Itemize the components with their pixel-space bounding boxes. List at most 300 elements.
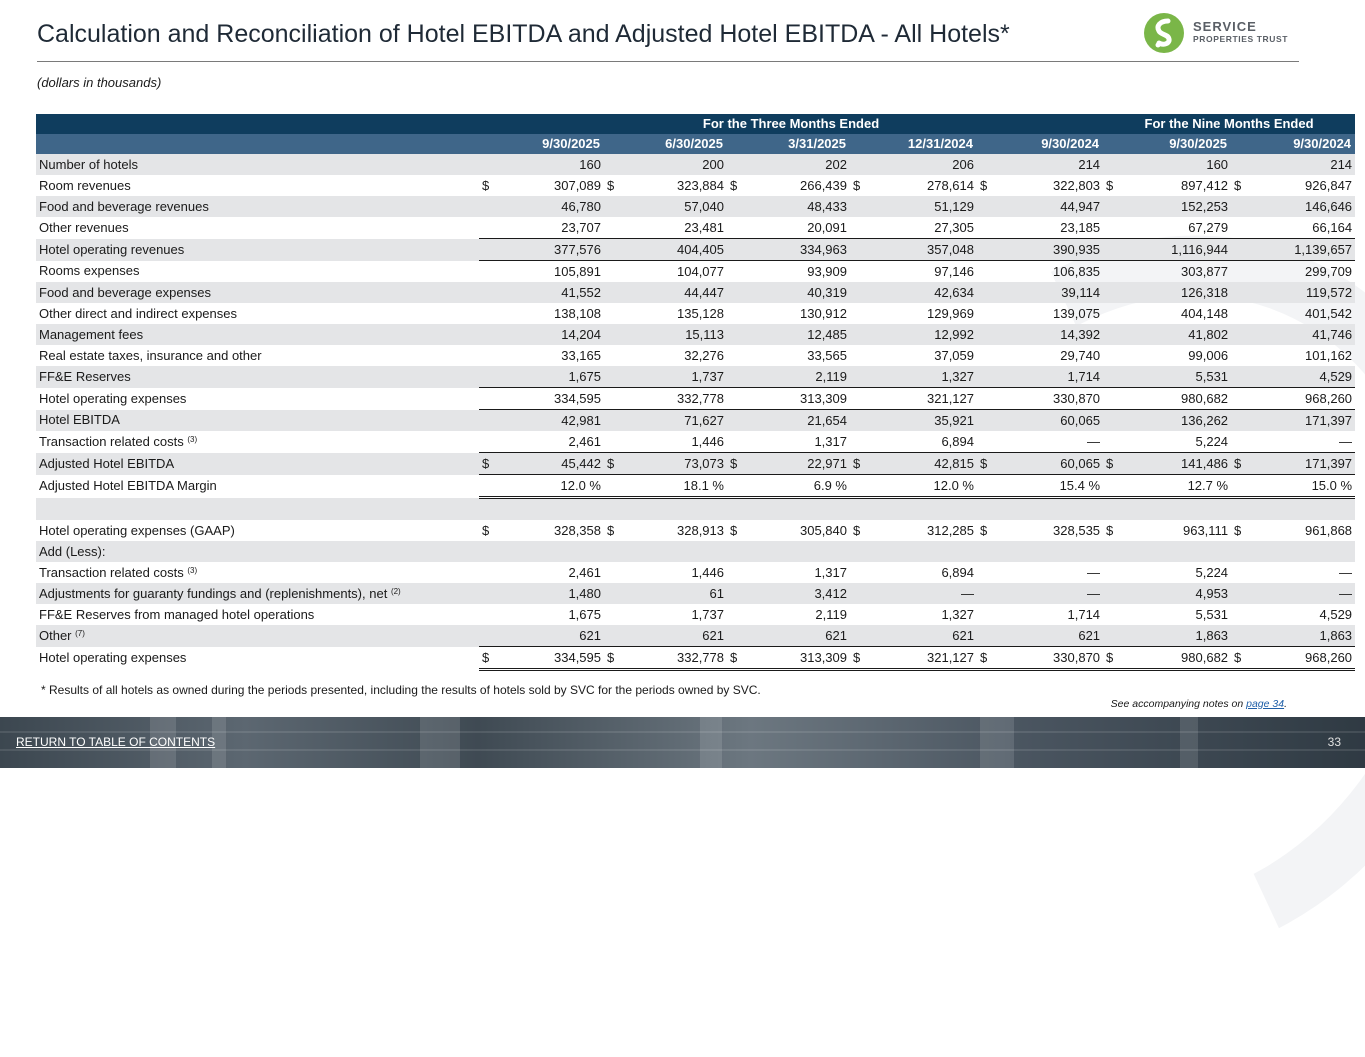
value-cell: 323,884	[677, 177, 724, 193]
currency-symbol	[977, 431, 997, 453]
value-cell: 12.0 %	[870, 475, 977, 498]
value-cell: 12,992	[870, 324, 977, 345]
value-cell: 126,318	[1123, 282, 1231, 303]
value-cell: 138,108	[554, 305, 601, 321]
row-label	[36, 520, 479, 541]
value-cell: 160	[1123, 154, 1231, 175]
currency-symbol	[727, 196, 747, 217]
value-cell: 1,714	[997, 366, 1103, 388]
currency-symbol	[479, 261, 499, 283]
table-row	[36, 345, 1355, 366]
currency-symbol	[1231, 345, 1251, 366]
value-cell: —	[1339, 564, 1353, 580]
row-label-text: Number of hotels	[39, 156, 138, 172]
row-label-text: Hotel EBITDA	[39, 412, 120, 428]
value-cell: 621	[499, 625, 604, 647]
currency-symbol	[727, 217, 747, 239]
table-row	[36, 453, 1355, 475]
currency-symbol	[1103, 562, 1123, 583]
currency-symbol	[1231, 282, 1251, 303]
value-cell: 48,433	[747, 196, 850, 217]
currency-symbol	[1103, 345, 1123, 366]
value-cell: 1,675	[499, 366, 604, 388]
currency-symbol	[1231, 625, 1251, 647]
currency-symbol: $	[604, 453, 624, 475]
value-cell: 12.0 %	[499, 475, 604, 498]
value-cell: 12,485	[747, 324, 850, 345]
value-cell: 390,935	[997, 239, 1103, 261]
currency-symbol	[1103, 324, 1123, 345]
row-label-text: Other	[39, 627, 72, 643]
currency-symbol	[1103, 604, 1123, 625]
value-cell: 160	[499, 154, 604, 175]
currency-symbol: $	[1234, 177, 1242, 193]
nine-months-header: For the Nine Months Ended	[1103, 114, 1355, 134]
currency-symbol: $	[977, 453, 997, 475]
footnote-reference: (3)	[187, 565, 198, 575]
row-label	[36, 217, 479, 239]
currency-symbol	[1231, 154, 1251, 175]
currency-symbol	[850, 154, 870, 175]
currency-symbol	[977, 562, 997, 583]
value-cell: 1,714	[1067, 606, 1101, 622]
value-cell: 104,077	[677, 263, 724, 279]
table-row	[36, 583, 1355, 604]
currency-symbol	[977, 282, 997, 303]
table-row	[36, 498, 1355, 521]
currency-symbol	[727, 604, 747, 625]
value-cell: 968,260	[1251, 647, 1355, 670]
value-cell: 97,146	[934, 263, 974, 279]
currency-symbol	[479, 475, 499, 498]
currency-symbol	[1231, 583, 1251, 604]
value-cell	[997, 541, 1103, 562]
value-cell: 171,397	[1251, 453, 1355, 475]
value-cell: 1,446	[624, 431, 727, 453]
value-cell: 27,305	[870, 217, 977, 239]
row-label	[36, 604, 479, 625]
value-cell: 266,439	[800, 177, 847, 193]
row-label-text: Management fees	[39, 326, 144, 342]
value-cell	[1123, 498, 1231, 521]
footnote-reference: (7)	[75, 628, 85, 638]
value-cell: —	[997, 583, 1103, 604]
value-cell: 1,480	[499, 583, 604, 604]
value-cell: 51,129	[870, 196, 977, 217]
currency-symbol	[1231, 475, 1251, 498]
table-row	[36, 324, 1355, 345]
currency-symbol	[727, 282, 747, 303]
value-cell	[747, 498, 850, 521]
value-cell: 45,442	[499, 453, 604, 475]
ebitda-reconciliation-table	[36, 114, 1355, 671]
currency-symbol	[977, 345, 997, 366]
currency-symbol: $	[1103, 647, 1123, 670]
value-cell	[499, 541, 604, 562]
currency-symbol	[1231, 303, 1251, 324]
currency-symbol	[727, 345, 747, 366]
row-label	[36, 303, 479, 324]
column-header: 6/30/2025	[604, 134, 727, 154]
table-row	[36, 217, 1355, 239]
value-cell: 21,654	[747, 410, 850, 432]
value-cell: 313,309	[747, 388, 850, 410]
title-divider	[37, 61, 1299, 62]
value-cell: 332,778	[624, 388, 727, 410]
value-cell: 322,803	[1053, 177, 1101, 193]
currency-symbol	[977, 217, 997, 239]
value-cell: 14,204	[499, 324, 604, 345]
value-cell: 42,815	[870, 453, 977, 475]
currency-symbol	[479, 324, 499, 345]
currency-symbol	[479, 196, 499, 217]
value-cell: 35,921	[870, 410, 977, 432]
currency-symbol	[727, 562, 747, 583]
currency-symbol	[604, 498, 624, 521]
value-cell: 357,048	[870, 239, 977, 261]
currency-symbol: $	[482, 177, 490, 193]
currency-symbol	[977, 583, 997, 604]
currency-symbol	[727, 583, 747, 604]
currency-symbol	[1103, 431, 1123, 453]
currency-symbol	[850, 366, 870, 388]
table-row	[36, 261, 1355, 283]
value-cell: 2,461	[499, 431, 604, 453]
service-properties-trust-logo-icon	[1143, 12, 1185, 54]
currency-symbol	[604, 282, 624, 303]
value-cell: 334,595	[499, 647, 604, 670]
currency-symbol: $	[853, 522, 861, 538]
currency-symbol	[1103, 217, 1123, 239]
value-cell: 99,006	[1188, 347, 1229, 363]
currency-symbol	[1231, 388, 1251, 410]
value-cell: 42,981	[499, 410, 604, 432]
value-cell	[1251, 498, 1355, 521]
currency-symbol: $	[1231, 453, 1251, 475]
value-cell: 41,802	[1123, 324, 1231, 345]
row-label-text: Transaction related costs	[39, 433, 184, 449]
value-cell: 621	[747, 625, 850, 647]
currency-symbol	[479, 282, 499, 303]
currency-symbol	[604, 303, 624, 324]
value-cell	[624, 498, 727, 521]
row-label-text: Other direct and indirect expenses	[39, 305, 237, 321]
row-label	[36, 562, 479, 583]
value-cell: 20,091	[747, 217, 850, 239]
page-title: Calculation and Reconciliation of Hotel EBITDA and Adjusted Hotel EBITDA - All Hotels*	[37, 20, 1010, 48]
value-cell: —	[1251, 583, 1355, 604]
value-cell: 330,870	[997, 647, 1103, 670]
column-header: 9/30/2024	[977, 134, 1103, 154]
value-cell: 39,114	[997, 282, 1103, 303]
value-cell: 299,709	[1305, 263, 1353, 279]
currency-symbol: $	[1103, 453, 1123, 475]
value-cell: 37,059	[934, 347, 974, 363]
row-label	[36, 541, 479, 562]
value-cell: 40,319	[747, 282, 850, 303]
currency-symbol: $	[730, 177, 738, 193]
value-cell: 1,863	[1251, 625, 1355, 647]
currency-symbol	[1231, 498, 1251, 521]
column-header: 9/30/2025	[479, 134, 604, 154]
value-cell: 66,164	[1251, 217, 1355, 239]
value-cell: 307,089	[554, 177, 601, 193]
currency-symbol	[850, 217, 870, 239]
value-cell: 2,119	[815, 606, 847, 622]
currency-symbol: $	[1231, 647, 1251, 670]
table-period-header	[36, 114, 1355, 134]
value-cell	[1251, 541, 1355, 562]
value-cell: 6,894	[870, 431, 977, 453]
currency-symbol	[604, 562, 624, 583]
footnote-reference: (3)	[187, 434, 198, 444]
currency-symbol	[604, 388, 624, 410]
value-cell: 6.9 %	[747, 475, 850, 498]
currency-symbol	[850, 239, 870, 261]
see-notes-suffix: .	[1284, 698, 1287, 710]
value-cell: 42,634	[870, 282, 977, 303]
currency-symbol	[604, 324, 624, 345]
table-row	[36, 604, 1355, 625]
currency-symbol	[1231, 366, 1251, 388]
value-cell: 1,737	[691, 606, 724, 622]
value-cell	[997, 498, 1103, 521]
currency-symbol: $	[607, 177, 615, 193]
table-row	[36, 562, 1355, 583]
currency-symbol: $	[482, 522, 490, 538]
currency-symbol	[1103, 303, 1123, 324]
value-cell: 15,113	[624, 324, 727, 345]
value-cell: 171,397	[1251, 410, 1355, 432]
table-row	[36, 431, 1355, 453]
currency-symbol	[1231, 324, 1251, 345]
currency-symbol	[479, 604, 499, 625]
row-label	[36, 154, 479, 175]
currency-symbol	[977, 324, 997, 345]
currency-symbol	[604, 217, 624, 239]
currency-symbol	[1103, 583, 1123, 604]
currency-symbol: $	[853, 177, 861, 193]
currency-symbol	[604, 154, 624, 175]
column-header: 9/30/2024	[1231, 134, 1355, 154]
row-label	[36, 453, 479, 475]
currency-symbol	[1231, 541, 1251, 562]
currency-symbol	[727, 431, 747, 453]
currency-symbol: $	[980, 177, 988, 193]
currency-symbol	[604, 475, 624, 498]
value-cell: 214	[997, 154, 1103, 175]
value-cell: 5,531	[1123, 366, 1231, 388]
value-cell: —	[1251, 431, 1355, 453]
currency-symbol	[850, 196, 870, 217]
value-cell: 23,481	[624, 217, 727, 239]
notes-page-link[interactable]: page 34	[1246, 698, 1285, 710]
currency-symbol	[850, 625, 870, 647]
currency-symbol	[1231, 239, 1251, 261]
currency-symbol	[479, 154, 499, 175]
currency-symbol: $	[1234, 522, 1242, 538]
currency-symbol	[727, 475, 747, 498]
currency-symbol	[850, 475, 870, 498]
currency-symbol	[479, 562, 499, 583]
value-cell: 5,531	[1195, 606, 1229, 622]
currency-symbol	[604, 541, 624, 562]
footnote-reference: (2)	[390, 586, 401, 596]
row-label-text: Hotel operating expenses	[39, 390, 187, 406]
currency-symbol: $	[607, 522, 615, 538]
table-row	[36, 282, 1355, 303]
currency-symbol	[1103, 475, 1123, 498]
value-cell: 73,073	[624, 453, 727, 475]
row-label-text: Adjustments for guaranty fundings and (replenishments), net	[39, 585, 388, 601]
currency-symbol	[977, 196, 997, 217]
currency-symbol	[479, 217, 499, 239]
value-cell: 141,486	[1123, 453, 1231, 475]
footer-decoration	[700, 717, 722, 768]
footer-decoration	[0, 749, 1365, 751]
value-cell: 106,835	[1053, 263, 1101, 279]
currency-symbol: $	[977, 647, 997, 670]
currency-symbol	[977, 475, 997, 498]
row-label	[36, 324, 479, 345]
currency-symbol	[850, 604, 870, 625]
units-note: (dollars in thousands)	[37, 75, 162, 90]
currency-symbol	[850, 345, 870, 366]
value-cell: 3,412	[747, 583, 850, 604]
row-label	[36, 475, 479, 498]
currency-symbol	[604, 196, 624, 217]
currency-symbol	[850, 410, 870, 432]
value-cell: 621	[624, 625, 727, 647]
value-cell: 18.1 %	[624, 475, 727, 498]
value-cell: 313,309	[747, 647, 850, 670]
value-cell: 377,576	[499, 239, 604, 261]
value-cell: 321,127	[870, 388, 977, 410]
table-row	[36, 647, 1355, 670]
currency-symbol	[1103, 366, 1123, 388]
currency-symbol	[977, 410, 997, 432]
row-label	[36, 431, 479, 453]
value-cell: 33,165	[561, 347, 601, 363]
currency-symbol	[977, 498, 997, 521]
currency-symbol	[977, 239, 997, 261]
value-cell: 303,877	[1181, 263, 1229, 279]
value-cell: 1,116,944	[1123, 239, 1231, 261]
value-cell: 330,870	[997, 388, 1103, 410]
currency-symbol	[479, 583, 499, 604]
row-label	[36, 410, 479, 432]
currency-symbol	[479, 366, 499, 388]
value-cell: 6,894	[941, 564, 974, 580]
currency-symbol	[850, 431, 870, 453]
row-label-text: Other revenues	[39, 219, 129, 235]
currency-symbol	[604, 345, 624, 366]
column-header: 12/31/2024	[850, 134, 977, 154]
currency-symbol: $	[479, 647, 499, 670]
row-label-text: Adjusted Hotel EBITDA Margin	[39, 478, 217, 493]
row-label-text: Adjusted Hotel EBITDA	[39, 455, 175, 471]
row-label	[36, 583, 479, 604]
currency-symbol	[1231, 196, 1251, 217]
currency-symbol	[1231, 562, 1251, 583]
value-cell: 278,614	[927, 177, 974, 193]
row-label-text: Rooms expenses	[39, 263, 140, 279]
row-label	[36, 239, 479, 261]
value-cell: 897,412	[1181, 177, 1229, 193]
currency-symbol	[1103, 388, 1123, 410]
currency-symbol	[479, 541, 499, 562]
value-cell: 980,682	[1123, 647, 1231, 670]
value-cell: 119,572	[1251, 282, 1355, 303]
value-cell: 1,317	[747, 431, 850, 453]
currency-symbol	[1103, 541, 1123, 562]
currency-symbol	[604, 625, 624, 647]
row-label	[36, 625, 479, 647]
currency-symbol	[850, 541, 870, 562]
row-label-text: Hotel operating revenues	[39, 241, 185, 257]
value-cell: 135,128	[677, 305, 724, 321]
value-cell: 41,552	[499, 282, 604, 303]
value-cell	[624, 541, 727, 562]
footnote: * Results of all hotels as owned during the periods presented, including the results of hotels sold by SVC for the periods owned by SVC.	[41, 683, 761, 697]
currency-symbol: $	[1106, 177, 1114, 193]
table-row	[36, 541, 1355, 562]
table-row	[36, 520, 1355, 541]
currency-symbol	[727, 261, 747, 283]
return-to-toc-link[interactable]: RETURN TO TABLE OF CONTENTS	[16, 735, 216, 749]
value-cell: 1,737	[624, 366, 727, 388]
row-label-text: Real estate taxes, insurance and other	[39, 347, 262, 363]
company-logo	[1143, 12, 1288, 54]
row-label-text: Room revenues	[39, 177, 131, 193]
currency-symbol	[604, 431, 624, 453]
value-cell: 404,148	[1181, 305, 1229, 321]
value-cell: 60,065	[997, 410, 1103, 432]
footer-decoration	[0, 731, 1365, 733]
currency-symbol	[727, 498, 747, 521]
value-cell: 305,840	[800, 522, 847, 538]
currency-symbol	[604, 261, 624, 283]
row-label-text: FF&E Reserves	[39, 368, 131, 384]
value-cell: 130,912	[800, 305, 847, 321]
value-cell: 926,847	[1305, 177, 1353, 193]
table-date-header	[36, 134, 1355, 154]
value-cell: 328,913	[677, 522, 724, 538]
value-cell: 621	[997, 625, 1103, 647]
value-cell: 71,627	[624, 410, 727, 432]
currency-symbol	[850, 261, 870, 283]
footer-decoration	[1180, 717, 1198, 768]
value-cell: 334,595	[499, 388, 604, 410]
see-notes-text: See accompanying notes on	[1110, 698, 1247, 710]
currency-symbol	[479, 410, 499, 432]
value-cell: 93,909	[807, 263, 847, 279]
row-label	[36, 366, 479, 388]
currency-symbol	[727, 366, 747, 388]
value-cell: 334,963	[747, 239, 850, 261]
value-cell: 328,358	[554, 522, 601, 538]
value-cell: 2,461	[568, 564, 601, 580]
currency-symbol	[727, 625, 747, 647]
currency-symbol	[977, 604, 997, 625]
value-cell: 60,065	[997, 453, 1103, 475]
currency-symbol	[850, 388, 870, 410]
footer-decoration	[980, 717, 1014, 768]
value-cell: 404,405	[624, 239, 727, 261]
row-label-text: FF&E Reserves from managed hotel operations	[39, 606, 315, 622]
currency-symbol	[1231, 410, 1251, 432]
currency-symbol: $	[604, 647, 624, 670]
